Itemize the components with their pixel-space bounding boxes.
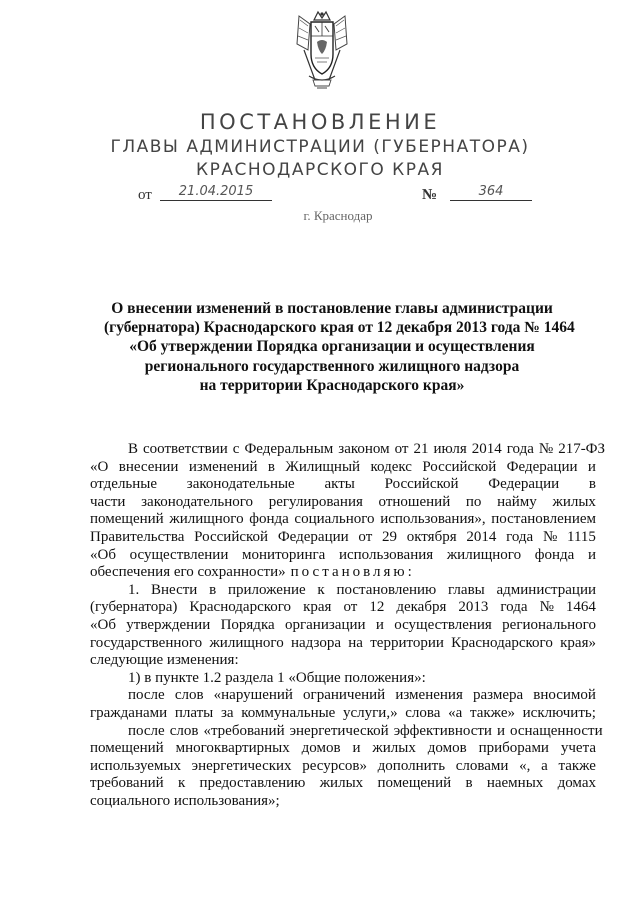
word: слова — [405, 704, 441, 721]
word: использования», — [380, 511, 486, 528]
word: от — [343, 599, 358, 616]
word: № — [542, 528, 558, 545]
word: Порядка — [220, 616, 275, 633]
word: ресурсов» — [302, 757, 367, 774]
word: домов — [301, 740, 341, 757]
body-line — [90, 722, 603, 741]
word: части — [90, 493, 126, 510]
word: регулирования — [268, 493, 363, 510]
body-line: следующие изменения: — [90, 652, 239, 669]
word: исключить; — [522, 704, 596, 721]
word: осуществлении — [129, 546, 229, 563]
word: предоставлению — [199, 775, 306, 792]
word: платы — [174, 704, 214, 721]
word: в — [465, 775, 473, 792]
word: энергетических — [191, 757, 292, 774]
title-line: на территории Краснодарского края» — [199, 376, 465, 394]
word: «Об — [90, 546, 116, 563]
word: ограничений — [303, 687, 386, 704]
word: мониторинга — [242, 546, 326, 563]
body-line — [90, 547, 596, 565]
word: года — [500, 599, 528, 616]
word: изменения — [395, 687, 463, 704]
word: отдельные — [90, 476, 158, 493]
word: жилых — [372, 740, 416, 757]
word: 2013 — [458, 599, 489, 616]
word: Правительства — [90, 528, 185, 545]
word: «нарушений — [213, 687, 293, 704]
word: жилых — [319, 775, 364, 792]
word: Жилищный — [285, 458, 361, 475]
word: приложение — [227, 581, 306, 598]
word: по — [465, 493, 482, 510]
word: июля — [433, 441, 467, 457]
word: Краснодарского — [451, 634, 553, 651]
body-line — [90, 687, 596, 705]
word: «, — [519, 757, 531, 774]
document-number: 364 — [450, 184, 532, 201]
word: 2014 — [466, 528, 497, 545]
word: Федерации — [277, 528, 349, 545]
word: и — [375, 616, 384, 633]
word: жилищного — [209, 634, 284, 651]
word: многоквартирных — [175, 740, 290, 757]
word: законом — [338, 441, 390, 457]
word: 1. — [128, 581, 140, 598]
word: постановлением — [491, 511, 596, 528]
word: требований — [90, 775, 164, 792]
word: законодательного — [141, 493, 254, 510]
body-line — [90, 494, 596, 512]
word: коммунальные — [241, 704, 336, 721]
word: (губернатора) — [90, 599, 178, 616]
word: словами — [455, 757, 509, 774]
word: В — [128, 441, 139, 457]
word: постановлению — [336, 581, 437, 598]
body-line — [90, 705, 596, 723]
title-line: (губернатора) Краснодарского края от 12 декабря 2013 года № 1464 — [104, 319, 575, 337]
word: года — [506, 441, 534, 457]
word: администрации — [496, 581, 596, 598]
word: оснащенности — [510, 722, 603, 739]
word: акты — [324, 476, 355, 493]
word: использования — [338, 546, 434, 563]
word: утверждении — [126, 616, 211, 633]
word: после — [128, 687, 165, 704]
word: декабря — [396, 599, 447, 616]
word: Внести — [151, 581, 198, 598]
word: с — [232, 441, 240, 457]
word: используемых — [90, 757, 181, 774]
word: 217-ФЗ — [558, 441, 606, 457]
word: найму — [497, 493, 537, 510]
word: края» — [560, 634, 596, 651]
word: «О — [90, 458, 109, 475]
body-line — [90, 529, 596, 547]
word: кодекс — [370, 458, 412, 475]
word: «требований — [203, 722, 285, 739]
word: края — [303, 599, 332, 616]
word: услуги,» — [343, 704, 398, 721]
word: года — [506, 528, 534, 545]
word: Российской — [194, 528, 269, 545]
word: после — [128, 722, 165, 739]
word: изменений — [188, 458, 258, 475]
word: дополнить — [377, 757, 446, 774]
word: учета — [560, 740, 596, 757]
word: № — [539, 599, 554, 616]
word: Федерации — [506, 458, 578, 475]
word: от — [358, 528, 373, 545]
word: наемных — [486, 775, 544, 792]
word: к — [177, 775, 186, 792]
word: «Об — [90, 616, 116, 633]
word: в — [588, 476, 596, 493]
word: октября — [406, 528, 457, 545]
body-line — [90, 476, 596, 494]
word: жилищного — [446, 546, 522, 563]
word: государственного — [90, 634, 203, 651]
word: на — [348, 634, 363, 651]
body-line — [90, 599, 596, 617]
word: главы — [448, 581, 485, 598]
body-line — [90, 758, 596, 776]
word: и — [496, 722, 505, 739]
word: 1115 — [567, 528, 596, 545]
body-line: 1) в пункте 1.2 раздела 1 «Общие положения»: — [128, 669, 426, 686]
word: № — [538, 441, 554, 457]
document-type-heading: ПОСТАНОВЛЕНИЕ — [199, 110, 441, 134]
word: вносимой — [533, 687, 596, 704]
word: внесении — [118, 458, 179, 475]
word: и — [587, 458, 596, 475]
number-prefix: № — [422, 187, 438, 203]
word: Российской — [384, 476, 459, 493]
body-line — [90, 441, 606, 459]
region-heading: КРАСНОДАРСКОГО КРАЯ — [196, 160, 444, 180]
word: 12 — [369, 599, 385, 616]
body-line — [90, 775, 596, 793]
date-prefix: от — [138, 187, 152, 203]
word: Федерации — [488, 476, 560, 493]
body-line — [90, 617, 596, 635]
title-line: О внесении изменений в постановление главы администрации — [111, 300, 553, 317]
word: 21 — [413, 441, 429, 457]
word: к — [317, 581, 325, 598]
word: социального — [294, 511, 375, 528]
word: соответствии — [143, 441, 228, 457]
word: размера — [472, 687, 524, 704]
word: 29 — [381, 528, 397, 545]
word: помещений — [90, 511, 164, 528]
coat-of-arms-emblem — [293, 10, 351, 92]
word: фонда — [534, 546, 575, 563]
word: в — [209, 581, 217, 598]
body-line: социального использования»; — [90, 792, 280, 809]
word: Краснодарского — [189, 599, 292, 616]
city-label: г. Краснодар — [303, 208, 373, 223]
word: энергетической — [289, 722, 389, 739]
word: помещений — [377, 775, 452, 792]
title-line: «Об утверждении Порядка организации и осуществления — [129, 338, 535, 356]
word: фонда — [249, 511, 289, 528]
body-line — [90, 635, 596, 653]
word: гражданами — [90, 704, 168, 721]
word: слов — [169, 722, 199, 739]
word: жилищного — [169, 511, 244, 528]
word: регионального — [502, 616, 596, 633]
body-line-resolve — [90, 564, 596, 582]
word: домах — [557, 775, 596, 792]
word: и — [352, 740, 361, 757]
word: Федеральным — [244, 441, 334, 457]
word: отношений — [378, 493, 451, 510]
document-body — [90, 441, 606, 810]
issuer-heading: ГЛАВЫ АДМИНИСТРАЦИИ (ГУБЕРНАТОРА) — [110, 137, 530, 157]
word: а — [541, 757, 548, 774]
word: «а — [448, 704, 463, 721]
word: 2014 — [471, 441, 502, 457]
word: домов — [427, 740, 467, 757]
body-line — [90, 582, 596, 600]
word: Российской — [422, 458, 497, 475]
body-line — [90, 511, 596, 529]
document-date: 21.04.2015 — [160, 184, 272, 201]
body-line — [90, 459, 596, 477]
word: и — [587, 546, 596, 563]
word: организации — [285, 616, 366, 633]
word: приборами — [478, 740, 549, 757]
word: жилых — [552, 493, 596, 510]
word: надзора — [290, 634, 341, 651]
body-line-text: обеспечения его сохранности» — [90, 564, 286, 581]
word: также — [558, 757, 596, 774]
word: 1464 — [565, 599, 596, 616]
word: осуществления — [394, 616, 492, 633]
word: эффективности — [393, 722, 492, 739]
word: слов — [174, 687, 204, 704]
word: в — [267, 458, 276, 475]
word: территории — [370, 634, 444, 651]
resolve-word: постановляю: — [290, 564, 415, 581]
document-title — [104, 299, 575, 395]
body-line — [90, 740, 596, 758]
word: от — [394, 441, 409, 457]
word: за — [220, 704, 234, 721]
word: также» — [469, 704, 515, 721]
word: помещений — [90, 740, 164, 757]
title-line: регионального государственного жилищного надзора — [144, 357, 520, 375]
word: законодательные — [186, 476, 295, 493]
